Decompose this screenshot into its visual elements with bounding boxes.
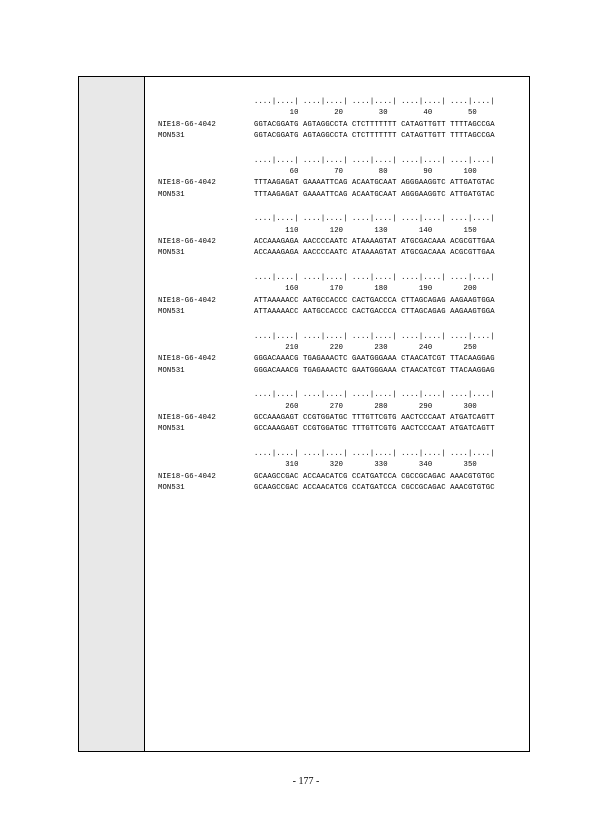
sequence-name-label: MON531 — [158, 190, 185, 199]
sequence-name-label: NIE18-G6-4042 — [158, 355, 216, 364]
alignment-block — [158, 273, 519, 319]
ruler-tick-line: ....|....| ....|....| ....|....| ....|....| ....|....| — [254, 391, 495, 400]
sequence-name-label: NIE18-G6-4042 — [158, 238, 216, 247]
alignment-block — [158, 156, 519, 202]
sequence-bases: ACCAAAGAGA AACCCCAATC ATAAAAGTAT ATGCGACAAA ACGCGTTGAA — [254, 249, 495, 258]
sequence-row — [158, 248, 519, 259]
sequence-row — [158, 296, 519, 307]
sequence-bases: ACCAAAGAGA AACCCCAATC ATAAAAGTAT ATGCGACAAA ACGCGTTGAA — [254, 238, 495, 247]
ruler-tick-line: ....|....| ....|....| ....|....| ....|....| ....|....| — [254, 215, 495, 224]
alignment-content-area — [146, 77, 529, 751]
sequence-name-label: NIE18-G6-4042 — [158, 413, 216, 422]
sequence-bases: GCAAGCCGAC ACCAACATCG CCATGATCCA CGCCGCAGAC AAACGTGTGC — [254, 472, 495, 481]
alignment-block — [158, 449, 519, 495]
sequence-row — [158, 307, 519, 318]
sequence-name-label: MON531 — [158, 249, 185, 258]
sequence-bases: GGTACGGATG AGTAGGCCTA CTCTTTTTTT CATAGTTGTT TTTTAGCCGA — [254, 132, 495, 141]
ruler-tick-line: ....|....| ....|....| ....|....| ....|....| ....|....| — [254, 449, 495, 458]
ruler-number-line: 10 20 30 40 50 — [254, 109, 477, 118]
sequence-name-label: MON531 — [158, 308, 185, 317]
sequence-row — [158, 237, 519, 248]
alignment-block — [158, 214, 519, 260]
sequence-bases: GGTACGGATG AGTAGGCCTA CTCTTTTTTT CATAGTTGTT TTTTAGCCGA — [254, 120, 495, 129]
sequence-bases: GCCAAAGAGT CCGTGGATGC TTTGTTCGTG AACTCCCAAT ATGATCAGTT — [254, 425, 495, 434]
sequence-row — [158, 472, 519, 483]
sequence-bases: GGGACAAACG TGAGAAACTC GAATGGGAAA CTAACATCGT TTACAAGGAG — [254, 366, 495, 375]
ruler-number-line: 110 120 130 140 150 — [254, 226, 477, 235]
sequence-name-label: NIE18-G6-4042 — [158, 296, 216, 305]
sequence-name-label: NIE18-G6-4042 — [158, 120, 216, 129]
document-frame — [78, 76, 530, 752]
ruler-number-line: 60 70 80 90 100 — [254, 168, 477, 177]
sequence-bases: ATTAAAAACC AATGCCACCC CACTGACCCA CTTAGCAGAG AAGAAGTGGA — [254, 296, 495, 305]
ruler-tick-line: ....|....| ....|....| ....|....| ....|....| ....|....| — [254, 156, 495, 165]
sequence-row — [158, 120, 519, 131]
sequence-row — [158, 413, 519, 424]
sequence-bases: GGGACAAACG TGAGAAACTC GAATGGGAAA CTAACATCGT TTACAAGGAG — [254, 355, 495, 364]
sequence-bases: TTTAAGAGAT GAAAATTCAG ACAATGCAAT AGGGAAGGTC ATTGATGTAC — [254, 190, 495, 199]
sequence-row — [158, 354, 519, 365]
sequence-bases: GCAAGCCGAC ACCAACATCG CCATGATCCA CGCCGCAGAC AAACGTGTGC — [254, 483, 495, 492]
sequence-bases: TTTAAGAGAT GAAAATTCAG ACAATGCAAT AGGGAAGGTC ATTGATGTAC — [254, 179, 495, 188]
ruler-tick-line: ....|....| ....|....| ....|....| ....|....| ....|....| — [254, 332, 495, 341]
sequence-name-label: MON531 — [158, 366, 185, 375]
sequence-name-label: MON531 — [158, 483, 185, 492]
page-number: - 177 - — [292, 776, 320, 787]
sequence-row — [158, 131, 519, 142]
ruler-number-line: 210 220 230 240 250 — [254, 343, 477, 352]
ruler-number-line: 160 170 180 190 200 — [254, 285, 477, 294]
sequence-name-label: NIE18-G6-4042 — [158, 472, 216, 481]
ruler-number-line: 310 320 330 340 350 — [254, 461, 477, 470]
sequence-alignment — [158, 97, 519, 494]
sequence-name-label: MON531 — [158, 425, 185, 434]
ruler-tick-line: ....|....| ....|....| ....|....| ....|....| ....|....| — [254, 273, 495, 282]
sequence-row — [158, 483, 519, 494]
alignment-block — [158, 97, 519, 143]
alignment-block — [158, 390, 519, 436]
sequence-row — [158, 424, 519, 435]
sequence-bases: ATTAAAAACC AATGCCACCC CACTGACCCA CTTAGCAGAG AAGAAGTGGA — [254, 308, 495, 317]
ruler-tick-line: ....|....| ....|....| ....|....| ....|....| ....|....| — [254, 98, 495, 106]
ruler-number-line: 260 270 280 290 300 — [254, 402, 477, 411]
sequence-name-label: NIE18-G6-4042 — [158, 179, 216, 188]
sequence-row — [158, 366, 519, 377]
sequence-row — [158, 190, 519, 201]
alignment-block — [158, 332, 519, 378]
sequence-bases: GCCAAAGAGT CCGTGGATGC TTTGTTCGTG AACTCCCAAT ATGATCAGTT — [254, 413, 495, 422]
sequence-row — [158, 178, 519, 189]
left-margin-band — [79, 77, 145, 751]
sequence-name-label: MON531 — [158, 132, 185, 141]
